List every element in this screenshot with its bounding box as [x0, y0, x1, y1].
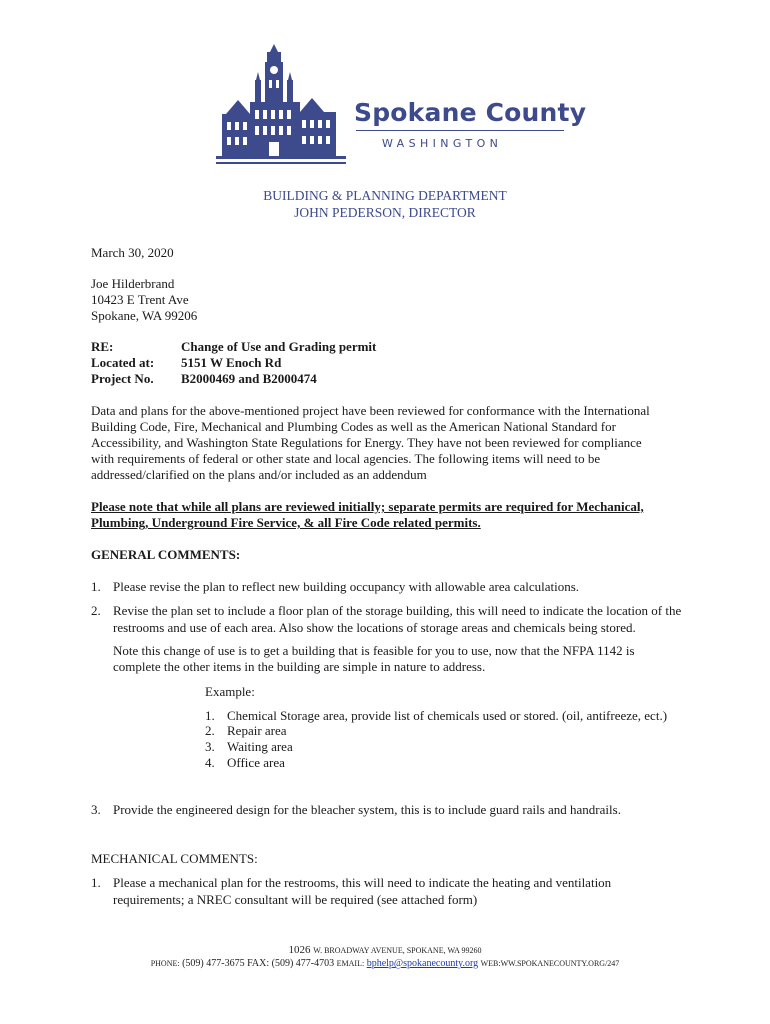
item-number: 1.	[91, 579, 101, 594]
intro-line: with requirements of federal or other state and local agencies. The following items will need to be	[91, 451, 601, 466]
footer-web-label: WEB:	[480, 959, 501, 968]
footer-fax: (509) 477-4703	[271, 958, 335, 969]
item-text: Revise the plan set to include a floor plan of the storage building, this will need to indicate the location of the	[113, 603, 682, 618]
footer-address	[0, 944, 770, 956]
footer-phone-label: PHONE:	[150, 959, 180, 968]
intro-line: Data and plans for the above-mentioned project have been reviewed for conformance with the International	[91, 403, 650, 418]
comment-item	[91, 802, 691, 819]
example-number: 4.	[205, 755, 215, 770]
example-item	[205, 739, 293, 755]
footer-address-street: W. BROADWAY AVENUE, SPOKANE, WA 99260	[313, 946, 482, 955]
example-item	[205, 755, 285, 771]
logo-state-name: WASHINGTON	[382, 137, 503, 150]
reference-label: RE:	[91, 339, 114, 354]
footer-web-link[interactable]: WW.SPOKANECOUNTY.ORG/247	[500, 959, 620, 968]
footer-email-label: EMAIL:	[336, 959, 365, 968]
example-item	[205, 708, 667, 724]
footer-fax-label: FAX:	[247, 958, 270, 969]
reference-row	[91, 355, 281, 371]
example-number: 1.	[205, 708, 215, 723]
example-item	[205, 723, 287, 739]
county-logo	[216, 42, 587, 170]
item-number: 1.	[91, 875, 101, 890]
example-number: 3.	[205, 739, 215, 754]
reference-value: Change of Use and Grading permit	[181, 339, 377, 354]
footer-address-number: 1026	[288, 944, 311, 956]
department-name: BUILDING & PLANNING DEPARTMENT	[263, 188, 507, 203]
example-text: Repair area	[227, 723, 287, 738]
notice-line: Please note that while all plans are reviewed initially; separate permits are required for Mechanical,	[91, 499, 644, 514]
intro-line: Building Code, Fire, Mechanical and Plumbing Codes as well as the American National Standard for	[91, 419, 616, 434]
item-number: 2.	[91, 603, 101, 618]
letter-date: March 30, 2020	[91, 245, 174, 260]
recipient-city: Spokane, WA 99206	[91, 308, 198, 323]
note-line: Note this change of use is to get a building that is feasible for you to use, now that the NFPA 1142 is	[113, 643, 635, 658]
department-director: JOHN PEDERSON, DIRECTOR	[294, 205, 476, 220]
footer-contact	[0, 958, 770, 969]
example-number: 2.	[205, 723, 215, 738]
general-comments-heading: GENERAL COMMENTS:	[91, 547, 241, 562]
notice-line: Plumbing, Underground Fire Service, & all Fire Code related permits.	[91, 515, 481, 530]
intro-line: addressed/clarified on the plans and/or included as an addendum	[91, 467, 427, 482]
reference-label: Project No.	[91, 371, 154, 386]
item-text: restrooms and use of each area. Also show the locations of storage areas and chemicals being stored.	[113, 619, 636, 635]
comment-item	[91, 875, 691, 909]
logo-divider	[356, 130, 564, 131]
reference-row	[91, 371, 317, 387]
comment-item	[91, 579, 691, 596]
courthouse-icon	[216, 42, 356, 170]
recipient-name: Joe Hilderbrand	[91, 276, 175, 291]
example-text: Chemical Storage area, provide list of chemicals used or stored. (oil, antifreeze, ect.)	[227, 708, 668, 723]
item-text: Provide the engineered design for the bleacher system, this is to include guard rails and handrails.	[113, 802, 621, 817]
example-text: Office area	[227, 755, 285, 770]
recipient-street: 10423 E Trent Ave	[91, 292, 189, 307]
item-text: Please a mechanical plan for the restrooms, this will need to indicate the heating and ventilation	[113, 875, 612, 890]
footer-phone: (509) 477-3675	[182, 958, 245, 969]
example-text: Waiting area	[227, 739, 293, 754]
comment-item	[91, 603, 691, 637]
note-line: complete the other items in the building are simple in nature to address.	[113, 659, 486, 674]
example-label: Example:	[205, 684, 255, 699]
reference-row	[91, 339, 376, 355]
item-text: requirements; a NREC consultant will be required (see attached form)	[113, 891, 478, 907]
item-number: 3.	[91, 802, 101, 817]
reference-value: 5151 W Enoch Rd	[181, 355, 282, 370]
reference-value: B2000469 and B2000474	[181, 371, 317, 386]
logo-county-name: Spokane County	[354, 98, 587, 127]
reference-label: Located at:	[91, 355, 155, 370]
item-text: Please revise the plan to reflect new building occupancy with allowable area calculations.	[113, 579, 580, 594]
mechanical-comments-heading: MECHANICAL COMMENTS:	[91, 851, 258, 866]
intro-line: Accessibility, and Washington State Regulations for Energy. They have not been reviewed for compliance	[91, 435, 642, 450]
footer-email-link[interactable]: bphelp@spokanecounty.org	[366, 958, 479, 969]
